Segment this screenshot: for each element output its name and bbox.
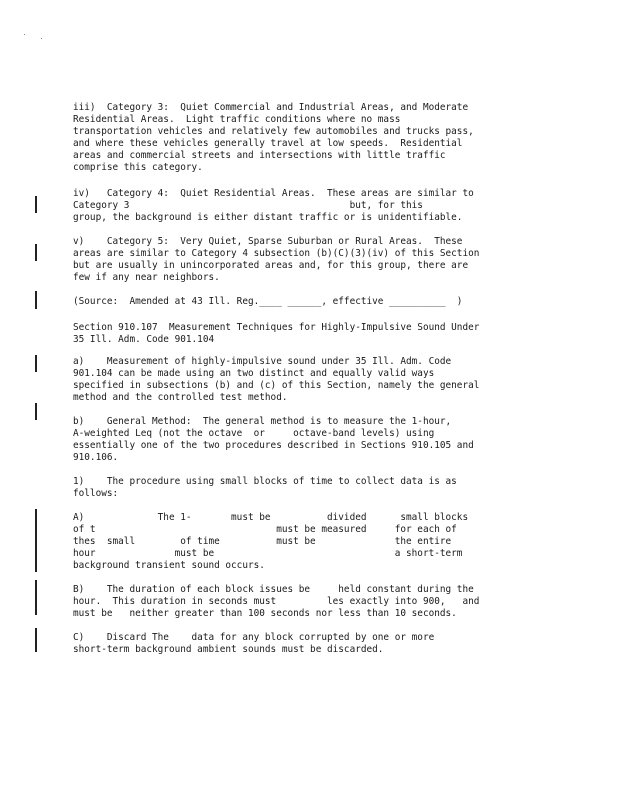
- text-line: comprise this category.: [73, 162, 203, 173]
- text-line: few if any near neighbors.: [73, 272, 220, 283]
- text-line: transportation vehicles and relatively few automobiles and trucks pass,: [73, 126, 474, 137]
- revision-bar: [35, 403, 37, 420]
- text-line: 901.104 can be made using an two distinct and equally valid ways: [73, 368, 435, 379]
- text-line: iii) Category 3: Quiet Commercial and Industrial Areas, and Moderate: [73, 102, 469, 113]
- text-line: follows:: [73, 488, 119, 499]
- text-line: areas are similar to Category 4 subsection (b)(C)(3)(iv) of this Section: [73, 248, 480, 259]
- text-line: Category 3 but, for this: [73, 200, 423, 211]
- revision-bar: [35, 628, 37, 652]
- section-heading: [73, 322, 543, 346]
- text-line: hour must be a short-term: [73, 548, 463, 559]
- text-line: b) General Method: The general method is to measure the 1-hour,: [73, 416, 452, 427]
- scan-speck: [41, 38, 42, 39]
- text-line: A-weighted Leq (not the octave or octave-band levels) using: [73, 428, 435, 439]
- paragraph-1: [73, 476, 543, 500]
- paragraph-b: [73, 416, 543, 464]
- text-line: (Source: Amended at 43 Ill. Reg.____ ______, effective __________ ): [73, 296, 463, 307]
- paragraph-a: [73, 356, 543, 404]
- text-line: areas and commercial streets and intersections with little traffic: [73, 150, 446, 161]
- text-line: must be neither greater than 100 seconds nor less than 10 seconds.: [73, 608, 457, 619]
- text-line: specified in subsections (b) and (c) of this Section, namely the general: [73, 380, 480, 391]
- text-line: Section 910.107 Measurement Techniques for Highly-Impulsive Sound Under: [73, 322, 480, 333]
- text-line: and where these vehicles generally travel at low speeds. Residential: [73, 138, 463, 149]
- paragraph-category-4: [73, 188, 543, 224]
- revision-bar: [35, 196, 37, 213]
- scan-speck: [24, 34, 25, 35]
- paragraph-B: [73, 584, 543, 620]
- text-line: group, the background is either distant traffic or is unidentifiable.: [73, 212, 463, 223]
- paragraph-A: [73, 512, 543, 572]
- revision-bar: [35, 580, 37, 615]
- text-line: a) Measurement of highly-impulsive sound under 35 Ill. Adm. Code: [73, 356, 452, 367]
- source-note: [73, 296, 543, 308]
- paragraph-category-3: [73, 102, 543, 174]
- text-line: iv) Category 4: Quiet Residential Areas. These areas are similar to: [73, 188, 474, 199]
- text-line: Residential Areas. Light traffic conditions where no mass: [73, 114, 401, 125]
- revision-bar: [35, 291, 37, 309]
- text-line: 910.106.: [73, 452, 119, 463]
- revision-bar: [35, 509, 37, 572]
- text-line: thes small of time must be the entire: [73, 536, 452, 547]
- text-line: hour. This duration in seconds must les exactly into 900, and: [73, 596, 480, 607]
- text-line: but are usually in unincorporated areas and, for this group, there are: [73, 260, 469, 271]
- text-line: B) The duration of each block issues be held constant during the: [73, 584, 474, 595]
- revision-bar: [35, 244, 37, 261]
- text-line: A) The 1- must be divided small blocks: [73, 512, 469, 523]
- text-line: 35 Ill. Adm. Code 901.104: [73, 334, 215, 345]
- text-line: v) Category 5: Very Quiet, Sparse Suburban or Rural Areas. These: [73, 236, 463, 247]
- text-line: C) Discard The data for any block corrupted by one or more: [73, 632, 435, 643]
- text-line: 1) The procedure using small blocks of time to collect data is as: [73, 476, 457, 487]
- text-line: essentially one of the two procedures described in Sections 910.105 and: [73, 440, 474, 451]
- text-line: method and the controlled test method.: [73, 392, 288, 403]
- text-line: background transient sound occurs.: [73, 560, 265, 571]
- text-line: short-term background ambient sounds must be discarded.: [73, 644, 384, 655]
- text-line: of t must be measured for each of: [73, 524, 457, 535]
- paragraph-category-5: [73, 236, 543, 284]
- revision-bar: [35, 355, 37, 372]
- paragraph-C: [73, 632, 543, 656]
